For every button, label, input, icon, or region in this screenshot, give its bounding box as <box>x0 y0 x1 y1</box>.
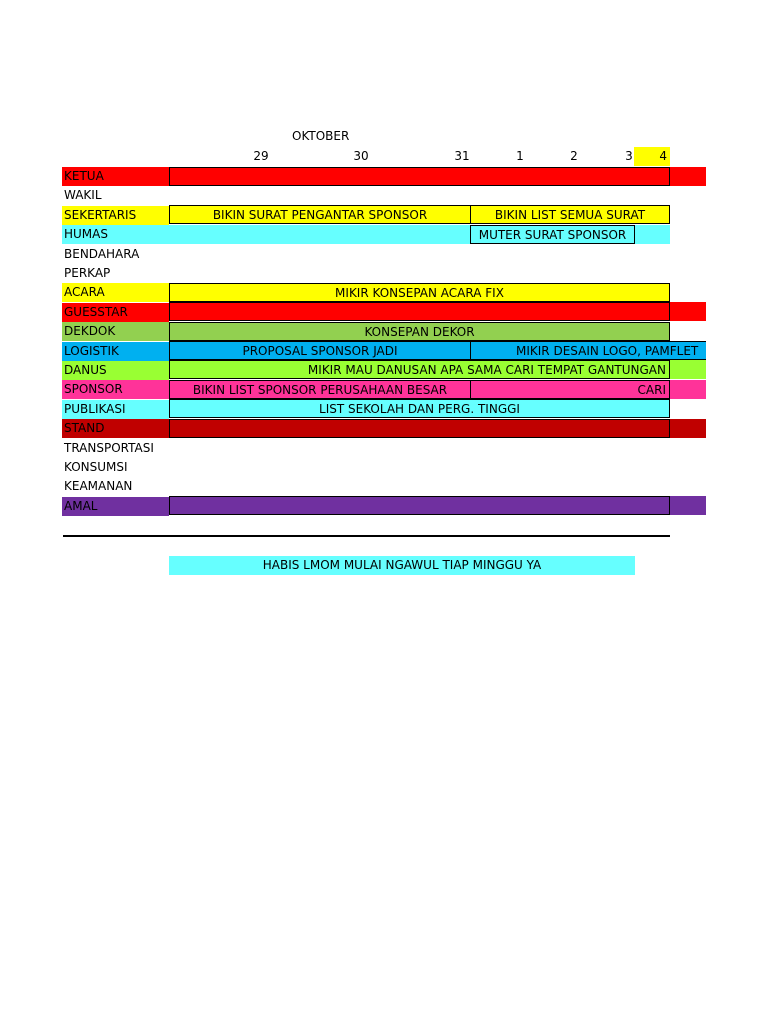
row-label-humas: HUMAS <box>62 225 169 244</box>
row-label-ketua: KETUA <box>62 167 169 186</box>
row-label-guesstar: GUESSTAR <box>62 303 169 322</box>
row-label-bendahara: BENDAHARA <box>62 245 169 264</box>
day-4: 4 <box>659 149 667 163</box>
stand-bar-ext <box>670 419 706 438</box>
amal-bar <box>169 496 670 515</box>
day-1: 1 <box>516 149 524 163</box>
row-label-wakil: WAKIL <box>62 186 169 205</box>
row-label-logistik: LOGISTIK <box>62 342 169 361</box>
danus-bar-ext <box>670 360 706 379</box>
bottom-divider <box>63 535 670 537</box>
day-31: 31 <box>454 149 470 163</box>
month-header: OKTOBER <box>292 129 350 143</box>
day-29: 29 <box>253 149 269 163</box>
sponsor-bar-ext <box>670 380 706 399</box>
amal-bar-ext <box>670 496 706 515</box>
publikasi-task-1: LIST SEKOLAH DAN PERG. TINGGI <box>169 399 670 418</box>
row-label-acara: ACARA <box>62 283 169 302</box>
day-4-highlight <box>634 147 670 166</box>
guesstar-bar <box>169 302 670 321</box>
row-label-keamanan: KEAMANAN <box>62 477 169 496</box>
row-label-danus: DANUS <box>62 361 169 380</box>
ketua-bar-ext <box>670 167 706 186</box>
logistik-task-1: PROPOSAL SPONSOR JADI <box>169 341 471 360</box>
row-label-amal: AMAL <box>62 497 169 516</box>
danus-task-1: MIKIR MAU DANUSAN APA SAMA CARI TEMPAT GANTUNGAN <box>169 360 670 379</box>
row-label-publikasi: PUBLIKASI <box>62 400 169 419</box>
stand-bar <box>169 419 670 438</box>
sponsor-task-1: BIKIN LIST SPONSOR PERUSAHAAN BESAR <box>169 380 471 399</box>
day-2: 2 <box>570 149 578 163</box>
sekertaris-task-1: BIKIN SURAT PENGANTAR SPONSOR <box>169 205 471 224</box>
row-label-dekdok: DEKDOK <box>62 322 169 341</box>
row-label-perkap: PERKAP <box>62 264 169 283</box>
dekdok-task-1: KONSEPAN DEKOR <box>169 322 670 341</box>
guesstar-bar-ext <box>670 302 706 321</box>
humas-task-1: MUTER SURAT SPONSOR <box>470 225 635 244</box>
sekertaris-task-2: BIKIN LIST SEMUA SURAT <box>470 205 670 224</box>
row-label-konsumsi: KONSUMSI <box>62 458 169 477</box>
logistik-task-2 <box>470 341 706 360</box>
ketua-bar <box>169 167 670 186</box>
note-banner: HABIS LMOM MULAI NGAWUL TIAP MINGGU YA <box>169 556 635 575</box>
day-3: 3 <box>625 149 633 163</box>
acara-task-1: MIKIR KONSEPAN ACARA FIX <box>169 283 670 302</box>
logistik-task-2-text: MIKIR DESAIN LOGO, PAMFLET <box>516 344 699 358</box>
sponsor-task-2: CARI <box>470 380 670 399</box>
row-label-sponsor: SPONSOR <box>62 380 169 399</box>
row-label-transportasi: TRANSPORTASI <box>62 439 169 458</box>
row-label-stand: STAND <box>62 419 169 438</box>
row-label-sekertaris: SEKERTARIS <box>62 206 169 225</box>
day-30: 30 <box>353 149 369 163</box>
